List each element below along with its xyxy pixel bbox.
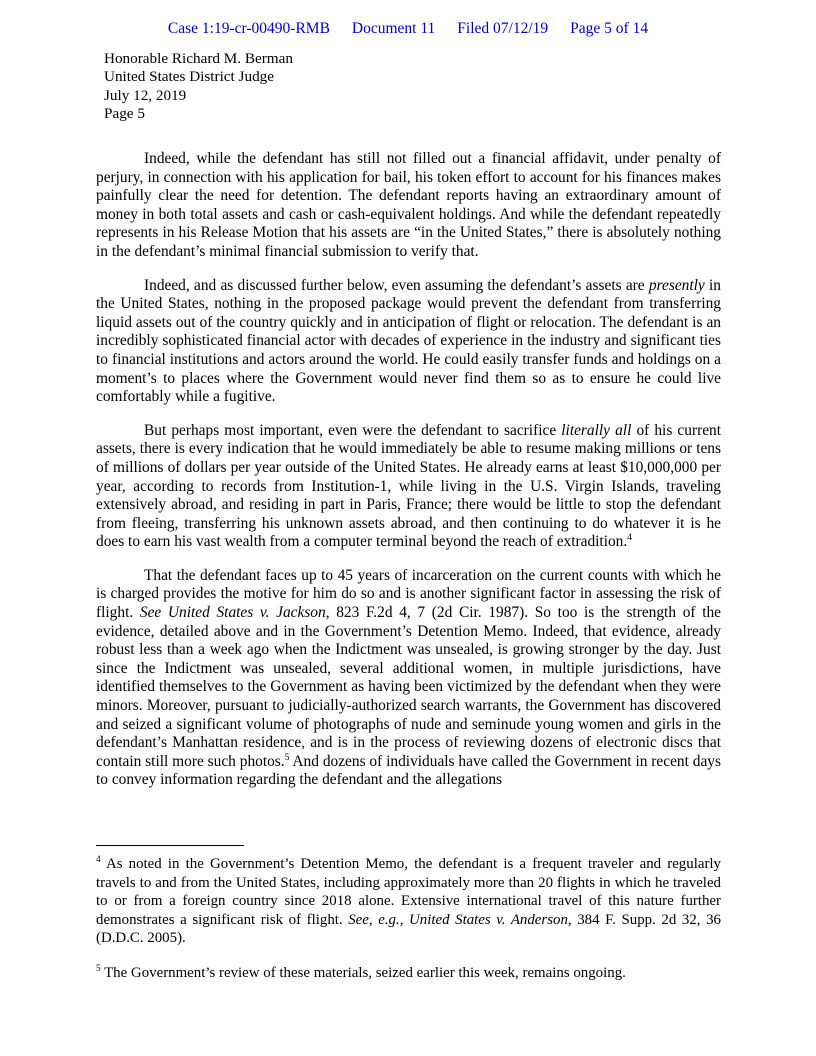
paragraph-text: of his current assets, there is every indication that he would immediately be able to resume making millions or tens of millions of dollars per year outside of the United States. He already earns at least $10,000,000 per year, according to records from Institution-1, while living in the U.S. Virgin Islands, traveling extensively abroad, and residing in part in Paris, France; there would be little to stop the defendant from fleeing, transferring his unknown assets abroad, and then continuing to do whatever it is he does to earn his vast wealth from a computer terminal beyond the reach of extradition. — [96, 421, 722, 551]
letter-page-label: Page 5 — [104, 104, 145, 122]
footnote-text: The Government’s review of these materials, seized earlier this week, remains ongoing. — [100, 964, 626, 981]
stamp-page-number: Page 5 of 14 — [570, 20, 649, 37]
address-block — [104, 50, 293, 123]
paragraph-text: Indeed, while the defendant has still not filled out a financial affidavit, under penalty of perjury, in connection with his application for bail, his token effort to account for his finances makes painfully clear the need for detention. The defendant reports having an extraordinary amount of money in both total assets and cash or cash-equivalent holdings. And while the defendant repeatedly represents in his Release Motion that his assets are “in the United States,” there is absolutely nothing in the defendant’s minimal financial submission to verify that. — [96, 150, 721, 260]
letter-date: July 12, 2019 — [104, 86, 187, 104]
stamp-case-number: Case 1:19-cr-00490-RMB — [167, 20, 330, 37]
footnote-text: , — [399, 911, 410, 928]
stamp-document-number: Document 11 — [351, 20, 436, 37]
paragraph-text: Indeed, and as discussed further below, even assuming the defendant’s assets are — [144, 276, 649, 294]
footnote-text: , — [368, 911, 379, 928]
footnote-marker-4: 4 — [96, 854, 101, 865]
italic-text: presently — [648, 276, 705, 294]
footnote-marker-5: 5 — [96, 962, 101, 973]
footnote-ref-5: 5 — [284, 751, 290, 763]
footnote-5 — [96, 964, 721, 983]
paragraph-text: , 823 F.2d 4, 7 (2d Cir. 1987). So too is the strength of the evidence, detailed above and in the Government’s Detention Memo. Indeed, that evidence, already robust less than a week ago when the Indictment was unsealed, is growing stronger by the day. Just since the Indictment was unsealed, several additional women, in multiple jurisdictions, have identified themselves to the Government as having been victimized by the defendant when they were minors. Moreover, pursuant to judicially-authorized search warrants, the Government has discovered and seized a significant volume of photographs of nude and seminude young women and girls in the defendant’s Manhattan residence, and is in the process of reviewing dozens of electronic discs that contain still more such photos. — [96, 604, 721, 770]
court-stamp — [0, 20, 816, 38]
paragraph-text: And dozens of individuals have called the Government in recent days to convey information regarding the defendant and the allegations — [96, 752, 721, 789]
addressee-title: United States District Judge — [104, 68, 274, 86]
italic-text: literally all — [561, 421, 632, 439]
case-citation-italic: See United States v. Jackson — [139, 604, 326, 622]
signal-italic: e.g. — [378, 911, 400, 928]
footnote-text: , 384 F. Supp. 2d 32, 36 (D.D.C. 2005). — [96, 911, 721, 946]
body-paragraph-2 — [96, 277, 721, 407]
stamp-filed-date: Filed 07/12/19 — [457, 20, 549, 37]
signal-italic: See — [348, 911, 369, 928]
body-paragraph-3 — [96, 422, 721, 552]
footnote-separator — [96, 845, 244, 846]
footnote-4 — [96, 855, 721, 948]
case-citation-italic: United States v. Anderson — [409, 911, 568, 928]
paragraph-text: That the defendant faces up to 45 years of incarceration on the current counts with which he is charged provides the motive for him do so and is another significant factor in assessing the risk of flight. — [96, 566, 721, 622]
footnote-text: As noted in the Government’s Detention Memo, the defendant is a frequent traveler and regularly travels to and from the United States, including approximately more than 20 flights in which he traveled to or from a foreign country since 2018 alone. Extensive international travel of this nature further demonstrates a significant risk of flight. — [96, 856, 721, 928]
footnotes-section — [96, 845, 721, 998]
paragraph-text: But perhaps most important, even were the defendant to sacrifice — [144, 421, 562, 439]
body-paragraph-4 — [96, 567, 721, 790]
body-paragraph-1 — [96, 150, 721, 262]
document-body — [96, 150, 721, 805]
footnote-ref-4: 4 — [627, 532, 632, 544]
paragraph-text: in the United States, nothing in the proposed package would prevent the defendant from transferring liquid assets out of the country quickly and in anticipation of flight or relocation. The defendant is an incredibly sophisticated financial actor with decades of experience in the industry and significant ties to financial institutions and actors around the world. He could easily transfer funds and holdings on a moment’s to places where the Government would never find them so as to ensure he could live comfortably while a fugitive. — [96, 276, 721, 406]
addressee-name: Honorable Richard M. Berman — [104, 50, 293, 67]
